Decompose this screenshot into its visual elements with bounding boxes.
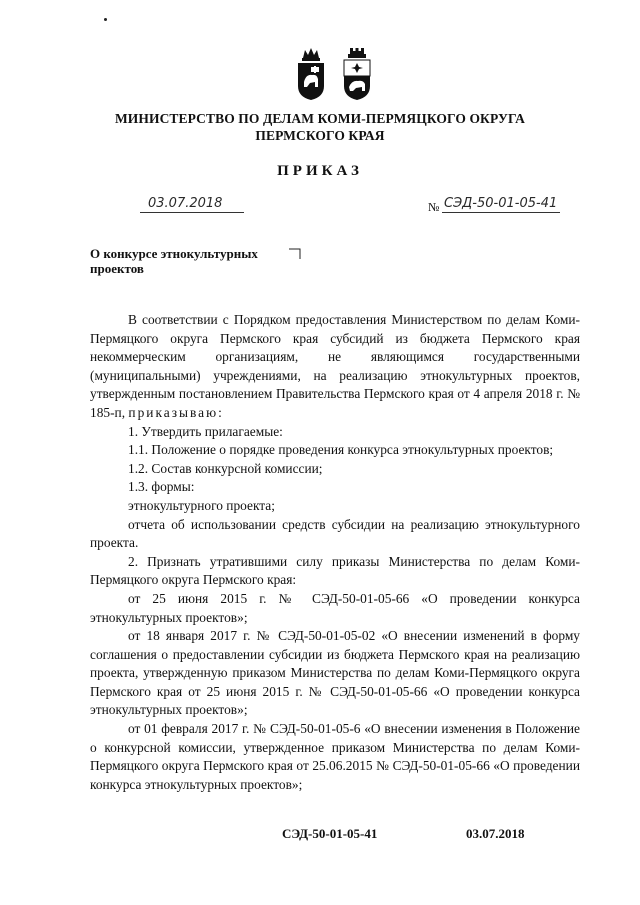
- perm-krai-coat-of-arms-icon: [294, 46, 328, 102]
- ministry-name-line2: ПЕРМСКОГО КРАЯ: [255, 128, 385, 143]
- komi-permyak-okrug-coat-of-arms-icon: [340, 46, 374, 102]
- order-title: ПРИКАЗ: [277, 163, 363, 179]
- subject-line1: О конкурсе этнокультурных: [90, 246, 258, 261]
- ministry-name: [0, 110, 640, 144]
- intro-text: В соответствии с Порядком предоставления Министерством по делам Коми-Пермяцкого округа Пермского края субсидий из бюджета Пермского края некоммерческим организациям, не являющимся государственными (муниципальными) учреждениями, на реализацию этнокультурных проектов, утвержденным постановлением Правительства Пермского края от 4 апреля 2018 г. № 185-п,: [90, 312, 580, 420]
- item-2-b: от 18 января 2017 г. № СЭД-50-01-05-02 «О внесении изменений в форму соглашения о предоставлении субсидии из бюджета Пермского края на реализацию проекта, утвержденную приказом Министерства по делам Коми-Пермяцкого округа Пермского края от 25 июня 2015 г. № СЭД-50-01-05-66 «О проведении конкурса этнокультурных проектов»;: [90, 628, 580, 718]
- order-body: [90, 311, 580, 794]
- order-verb: приказываю:: [128, 404, 224, 420]
- item-1-2: 1.2. Состав конкурсной комиссии;: [128, 460, 323, 476]
- footer-reg-number: СЭД-50-01-05-41: [282, 826, 378, 841]
- item-2-c: от 01 февраля 2017 г. № СЭД-50-01-05-6 «О внесении изменения в Положение о конкурсной комиссии, утвержденное приказом Министерства по делам Коми-Пермяцкого округа Пермского края от 25.06.2015 № СЭД-50-01-05-66 «О проведении конкурса этнокультурных проектов»;: [90, 721, 580, 792]
- number-underline: [442, 212, 560, 213]
- item-1-3-b: отчета об использовании средств субсидии на реализацию этнокультурного проекта.: [90, 516, 580, 551]
- handwritten-number: СЭД-50-01-05-41: [444, 196, 558, 211]
- item-1-1: 1.1. Положение о порядке проведения конкурса этнокультурных проектов;: [128, 442, 554, 458]
- item-2: 2. Признать утратившими силу приказы Министерства по делам Коми-Пермяцкого округа Пермского края:: [90, 553, 580, 588]
- ministry-name-line1: МИНИСТЕРСТВО ПО ДЕЛАМ КОМИ-ПЕРМЯЦКОГО ОКРУГА: [114, 111, 526, 126]
- number-sign: №: [428, 200, 440, 214]
- intro-paragraph: [90, 311, 580, 423]
- item-2-a: от 25 июня 2015 г. № СЭД-50-01-05-66 «О проведении конкурса этнокультурных проектов»;: [90, 590, 580, 625]
- item-1-3: 1.3. формы:: [128, 479, 195, 495]
- subject-line2: проектов: [90, 261, 144, 276]
- order-subject: [90, 246, 290, 276]
- order-number-field: [428, 196, 568, 214]
- handwritten-date: 03.07.2018: [148, 196, 223, 211]
- date-underline: [140, 212, 244, 213]
- item-1-3-a: этнокультурного проекта;: [128, 497, 275, 513]
- footer-date: 03.07.2018: [466, 826, 525, 841]
- item-1: 1. Утвердить прилагаемые:: [128, 423, 283, 439]
- order-date-field: [140, 196, 244, 214]
- corner-bracket-icon: [288, 248, 302, 260]
- scan-speck: [104, 18, 107, 21]
